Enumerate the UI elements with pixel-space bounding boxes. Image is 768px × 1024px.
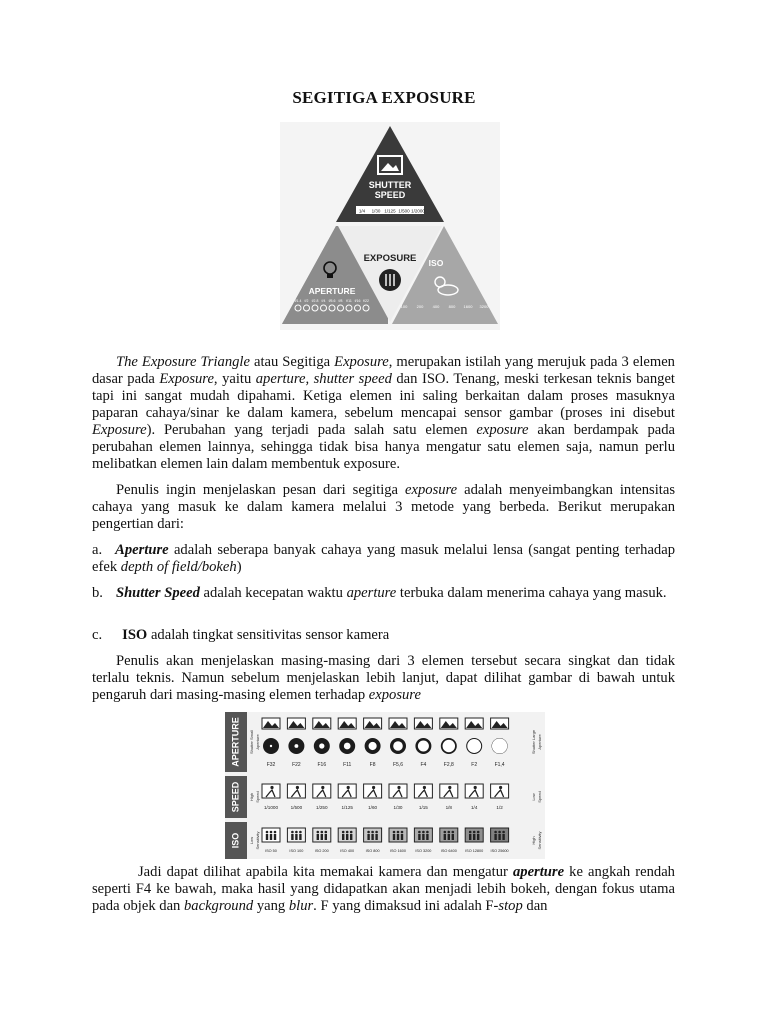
speed-row-label: SPEED (230, 781, 241, 813)
shutter-speed-value: 1/125 (341, 805, 353, 810)
paragraph-3: Penulis akan menjelaskan masing-masing dari 3 elemen tersebut secara singkat dan tidak terlalu teknis. Namun sebelum menjelaskan lebih lanjut, dapat dilihat gambar di bawah untuk pengaruh dari masing-masing elemen terhadap exposure (92, 653, 675, 703)
iso-scale-value: 100 (400, 304, 408, 309)
paragraph-1: The Exposure Triangle atau Segitiga Exposure, merupakan istilah yang merujuk pada 3 elemen dasar pada Exposure, yaitu aperture, shutter speed dan ISO. Tenang, meski terkesan teknis banget tapi ini sangat mudah dipahami. Ketiga elemen ini saling berkaitan dalam proses masuknya paparan cahaya/sinar ke dalam kamera, sebelum mencapai sensor gambar (proses ini disebut Exposure). Perubahan yang terjadi pada salah satu elemen exposure akan berdampak pada perubahan elemen lainnya, sehingga tidak bisa hanya mengatur satu elemen saja, namun perlu melibatkan elemen lain dalam membentuk exposure. (92, 354, 675, 472)
aperture-left-note: Aperture (255, 734, 261, 750)
aperture-value: F1,4 (494, 762, 505, 768)
aperture-left-note: Shutter Small (249, 729, 255, 755)
paragraph-4: Jadi dapat dilihat apabila kita memakai kamera dan mengatur aperture ke angkah rendah seperti F4 ke bawah, maka hasil yang didapatkan akan menjadi lebih bokeh, dengan fokus utama pada objek dan background yang blur. F yang dimaksud ini adalah F-stop dan (92, 864, 675, 914)
iso-right-note: Sensitivity (537, 831, 543, 850)
iso-value: ISO 400 (340, 849, 355, 853)
shutter-speed-value: 1/8 (445, 805, 452, 810)
iso-scale-value: 1600 (463, 304, 473, 309)
list-item-iso: c. ISO adalah tingkat sensitivitas sensor kamera (92, 627, 390, 643)
aperture-row-label: APERTURE (230, 717, 241, 767)
iso-scale-value: 3200 (479, 304, 489, 309)
aperture-scale-value: f/16 (354, 299, 361, 303)
aperture-value: F2,8 (443, 762, 454, 768)
iso-value: ISO 3200 (415, 849, 432, 853)
aperture-scale-value: f/5.6 (328, 299, 336, 303)
iso-value: ISO 6400 (440, 849, 457, 853)
aperture-scale-value: f/8 (338, 299, 343, 303)
iso-scale-value: 200 (416, 304, 424, 309)
aperture-scale-value: f/4 (321, 299, 326, 303)
shutter-title-2: SPEED (374, 190, 406, 200)
exposure-triangle-figure (280, 122, 500, 330)
aperture-scale-value: f/1.4 (294, 299, 302, 303)
shutter-scale-value: 1/125 (384, 208, 396, 214)
paragraph-2: Penulis ingin menjelaskan pesan dari segitiga exposure adalah menyeimbangkan intensitas cahaya yang masuk ke dalam kamera melalui 3 metode yang berbeda. Berikut merupakan pengertian dari: (92, 482, 675, 532)
aperture-right-note: Aperture (537, 734, 543, 750)
list-item-shutter-speed: b. Shutter Speed adalah kecepatan waktu aperture terbuka dalam menerima cahaya yang masuk. (92, 585, 667, 601)
document-title: SEGITIGA EXPOSURE (292, 88, 476, 107)
aperture-scale-value: f/2 (304, 299, 309, 303)
speed-left-note: Speed (255, 791, 261, 803)
iso-value: ISO 200 (314, 849, 329, 853)
iso-right-note: High (531, 836, 537, 845)
shutter-speed-value: 1/30 (393, 805, 403, 810)
aperture-scale-value: f/2.8 (311, 299, 319, 303)
exposure-comparison-figure (225, 712, 545, 859)
speed-left-note: High (249, 792, 255, 802)
iso-row-label: ISO (230, 832, 241, 849)
list-item-aperture: a. Aperture adalah seberapa banyak cahaya yang masuk melalui lensa (sangat penting terhadap efek depth of field/bokeh) (92, 542, 675, 575)
aperture-value: F8 (369, 762, 376, 768)
aperture-value: F11 (343, 762, 352, 768)
aperture-value: F16 (317, 762, 327, 768)
shutter-title-1: SHUTTER (368, 180, 412, 190)
iso-left-note: Sensitivity (255, 831, 261, 850)
speed-right-note: Speed (537, 791, 543, 803)
aperture-scale-value: f/22 (363, 299, 369, 303)
shutter-speed-value: 1/2 (496, 805, 503, 810)
aperture-value: F2 (471, 762, 478, 768)
exposure-label: EXPOSURE (363, 253, 417, 264)
shutter-speed-value: 1/250 (316, 805, 328, 810)
iso-title: ISO (428, 258, 444, 268)
aperture-title: APERTURE (308, 286, 356, 296)
aperture-value: F32 (266, 762, 276, 768)
iso-left-note: Low (249, 836, 255, 845)
shutter-speed-value: 1/4 (471, 805, 478, 810)
aperture-value: F4 (420, 762, 427, 768)
iso-value: ISO 12800 (465, 849, 484, 853)
aperture-value: F22 (292, 762, 301, 768)
iso-scale-value: 800 (448, 304, 456, 309)
shutter-speed-value: 1/60 (368, 805, 378, 810)
iso-value: ISO 1600 (389, 849, 407, 853)
shutter-speed-value: 1/500 (290, 805, 303, 810)
iso-value: ISO 50 (265, 849, 277, 853)
shutter-scale-value: 1/30 (371, 208, 381, 214)
shutter-speed-value: 1/1000 (263, 805, 279, 810)
iso-scale-value: 400 (432, 304, 440, 309)
shutter-scale-value: 1/4 (358, 208, 366, 214)
iso-value: ISO 800 (365, 849, 380, 853)
shutter-scale (356, 206, 425, 214)
speed-right-note: Low (531, 793, 537, 801)
iso-value: ISO 100 (289, 849, 304, 853)
iso-value: ISO 25600 (490, 849, 509, 853)
aperture-value: F5,6 (392, 762, 404, 768)
shutter-scale-value: 1/2000 (411, 208, 425, 214)
aperture-scale-value: f/11 (346, 299, 352, 303)
shutter-speed-value: 1/15 (418, 805, 428, 810)
aperture-right-note: Shutter Large (531, 729, 537, 755)
shutter-scale-value: 1/500 (398, 208, 410, 214)
